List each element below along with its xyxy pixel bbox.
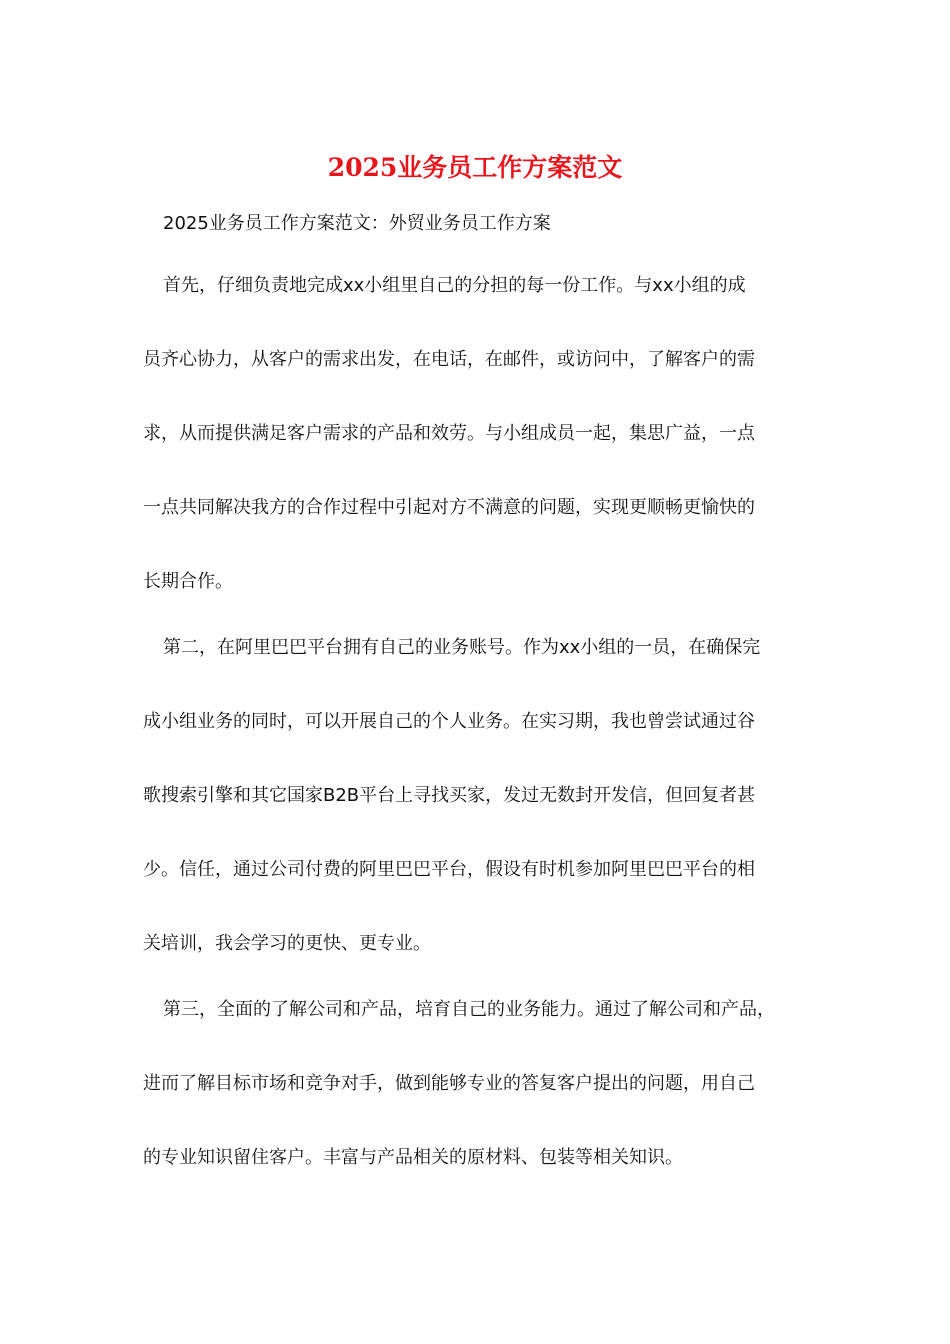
paragraph-2 — [143, 634, 823, 974]
paragraph-line: 长期合作。 — [143, 571, 233, 592]
paragraph-line: 首先，仔细负责地完成xx小组里自己的分担的每一份工作。与xx小组的成 — [163, 275, 746, 296]
paragraph-line: 第二，在阿里巴巴平台拥有自己的业务账号。作为xx小组的一员，在确保完 — [163, 637, 761, 658]
paragraph-3 — [143, 996, 823, 1186]
document-subtitle: 2025业务员工作方案范文：外贸业务员工作方案 — [163, 213, 551, 234]
paragraph-line: 成小组业务的同时，可以开展自己的个人业务。在实习期，我也曾尝试通过谷 — [143, 711, 755, 732]
paragraph-line: 员齐心协力，从客户的需求出发，在电话，在邮件，或访问中，了解客户的需 — [143, 349, 755, 370]
paragraph-line: 第三，全面的了解公司和产品，培育自己的业务能力。通过了解公司和产品， — [163, 999, 775, 1020]
paragraph-line: 进而了解目标市场和竞争对手，做到能够专业的答复客户提出的问题，用自己 — [143, 1073, 755, 1094]
paragraph-line: 的专业知识留住客户。丰富与产品相关的原材料、包装等相关知识。 — [143, 1147, 683, 1168]
document-title: 2025业务员工作方案范文 — [327, 153, 623, 182]
paragraph-line: 关培训，我会学习的更快、更专业。 — [143, 933, 431, 954]
paragraph-line: 求，从而提供满足客户需求的产品和效劳。与小组成员一起，集思广益，一点 — [143, 423, 755, 444]
paragraph-1 — [143, 272, 823, 612]
paragraph-line: 一点共同解决我方的合作过程中引起对方不满意的问题，实现更顺畅更愉快的 — [143, 497, 755, 518]
paragraph-line: 歌搜索引擎和其它国家B2B平台上寻找买家，发过无数封开发信，但回复者甚 — [143, 785, 756, 806]
paragraph-line: 少。信任，通过公司付费的阿里巴巴平台，假设有时机参加阿里巴巴平台的相 — [143, 859, 755, 880]
